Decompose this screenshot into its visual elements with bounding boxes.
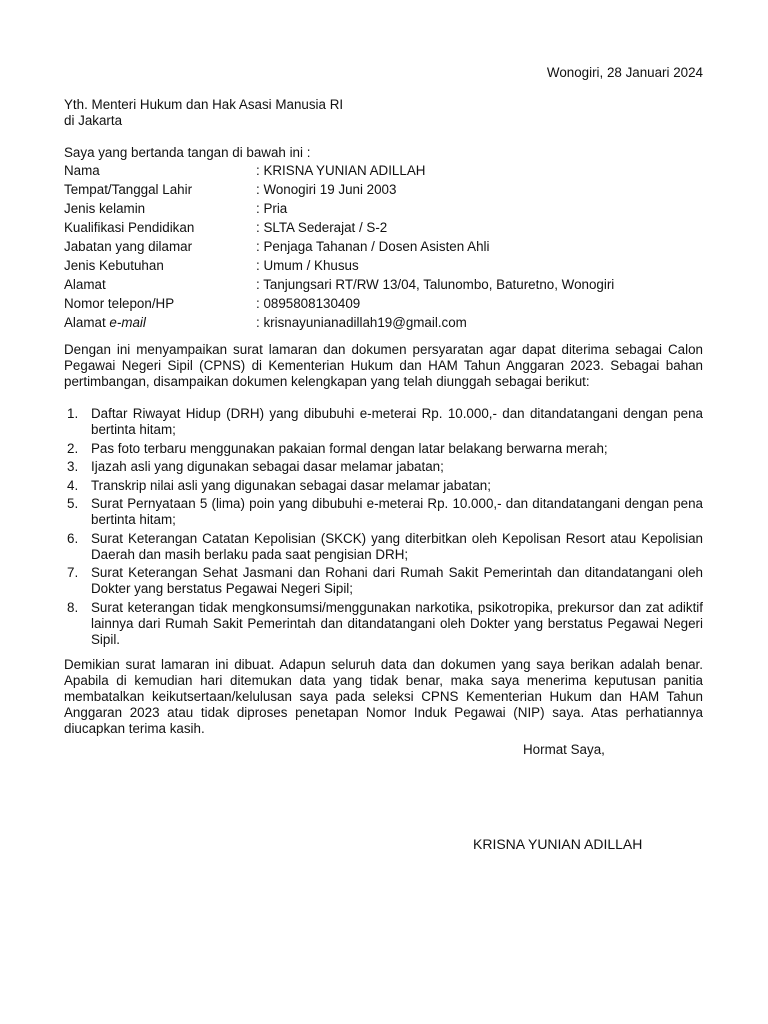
list-text: Surat Keterangan Catatan Kepolisian (SKCK) yang diterbitkan oleh Kepolisan Resort atau Kepolisian Daerah dan masih berlaku pada saat pengisian DRH; (91, 530, 703, 562)
list-text: Surat Pernyataan 5 (lima) poin yang dibubuhi e-meterai Rp. 10.000,- dan ditandatangani dengan pena bertinta hitam; (91, 496, 703, 527)
paragraph-closing: Demikian surat lamaran ini dibuat. Adapun seluruh data dan dokumen yang saya berikan adalah benar. Apabila di kemudian hari ditemukan data yang tidak benar, maka saya menerima keputusan panitia membatalkan keikutsertaan/kelulusan saya pada seleksi CPNS Kementerian Hukum dan HAM Tahun Anggaran 2023 atau tidak diproses penetapan Nomor Induk Pegawai (NIP) saya. Atas perhatiannya diucapkan terima kasih. (64, 657, 703, 736)
list-number: 3. (67, 459, 79, 474)
list-text: Surat Keterangan Sehat Jasmani dan Rohani dari Rumah Sakit Pemerintah dan ditandatangani oleh Dokter yang berstatus Pegawai Negeri Sipil; (91, 565, 703, 596)
list-item (64, 600, 703, 648)
addressee-line-1: Yth. Menteri Hukum dan Hak Asasi Manusia RI (64, 97, 344, 112)
field-label: Kualifikasi Pendidikan (64, 220, 195, 235)
field-value: : Tanjungsari RT/RW 13/04, Talunombo, Baturetno, Wonogiri (256, 277, 615, 292)
field-label-italic: e-mail (109, 315, 146, 330)
field-label: Tempat/Tanggal Lahir (64, 182, 193, 197)
field-value: : krisnayunianadillah19@gmail.com (256, 315, 467, 330)
field-label: Jenis kelamin (64, 201, 146, 216)
list-item (64, 565, 703, 597)
document-list (64, 406, 703, 650)
list-number: 7. (67, 565, 79, 580)
field-value: : SLTA Sederajat / S-2 (256, 220, 388, 235)
addressee-block (64, 97, 343, 129)
list-item (64, 531, 703, 563)
list-number: 8. (67, 599, 79, 615)
list-number: 1. (67, 406, 79, 421)
field-value: : Umum / Khusus (256, 258, 359, 273)
list-item (64, 406, 703, 438)
field-label: Nomor telepon/HP (64, 296, 175, 311)
list-text: Transkrip nilai asli yang digunakan sebagai dasar melamar jabatan; (91, 477, 491, 493)
list-text: Daftar Riwayat Hidup (DRH) yang dibubuhi e-meterai Rp. 10.000,- dan ditandatangani dengan pena bertinta hitam; (91, 406, 703, 437)
field-label (64, 315, 256, 334)
signer-name: KRISNA YUNIAN ADILLAH (473, 836, 643, 852)
field-label: Jenis Kebutuhan (64, 258, 164, 273)
intro-line: Saya yang bertanda tangan di bawah ini : (64, 145, 311, 160)
field-label: Alamat (64, 277, 106, 292)
field-value: : KRISNA YUNIAN ADILLAH (256, 163, 426, 178)
field-label-prefix: Alamat (64, 315, 110, 330)
field-row-email (64, 315, 724, 334)
field-row-name (64, 163, 724, 182)
field-row-need-type (64, 258, 724, 277)
list-item (64, 478, 703, 494)
list-number: 2. (67, 440, 79, 456)
place-date: Wonogiri, 28 Januari 2024 (546, 65, 703, 80)
list-number: 4. (67, 477, 79, 493)
field-row-gender (64, 201, 724, 220)
field-row-phone (64, 296, 724, 315)
list-text: Ijazah asli yang digunakan sebagai dasar melamar jabatan; (91, 459, 444, 474)
field-row-address (64, 277, 724, 296)
field-value: : Wonogiri 19 Juni 2003 (256, 182, 397, 197)
field-row-position (64, 239, 724, 258)
list-text: Pas foto terbaru menggunakan pakaian formal dengan latar belakang berwarna merah; (91, 440, 608, 456)
closing-salutation: Hormat Saya, (523, 742, 605, 757)
list-item (64, 441, 703, 457)
field-row-education (64, 220, 724, 239)
list-item (64, 496, 703, 528)
field-label: Nama (64, 163, 100, 178)
applicant-fields (64, 163, 724, 334)
list-number: 5. (67, 496, 79, 511)
field-row-birth (64, 182, 724, 201)
list-text: Surat keterangan tidak mengkonsumsi/menggunakan narkotika, psikotropika, prekursor dan zat adiktif lainnya dari Rumah Sakit Pemerintah dan ditandatangani oleh Dokter yang berstatus Pegawai Negeri Sipil. (91, 599, 703, 647)
field-label: Jabatan yang dilamar (64, 239, 193, 254)
paragraph-intro: Dengan ini menyampaikan surat lamaran dan dokumen persyaratan agar dapat diterima sebagai Calon Pegawai Negeri Sipil (CPNS) di Kementerian Hukum dan HAM Tahun Anggaran 2023. Sebagai bahan pertimbangan, disampaikan dokumen kelengkapan yang telah diunggah sebagai berikut: (64, 342, 703, 389)
field-value: : Pria (256, 201, 288, 216)
field-value: : 0895808130409 (256, 296, 361, 311)
addressee-line-2: di Jakarta (64, 113, 123, 128)
list-item (64, 459, 703, 475)
field-value: : Penjaga Tahanan / Dosen Asisten Ahli (256, 239, 490, 254)
list-number: 6. (67, 530, 79, 546)
